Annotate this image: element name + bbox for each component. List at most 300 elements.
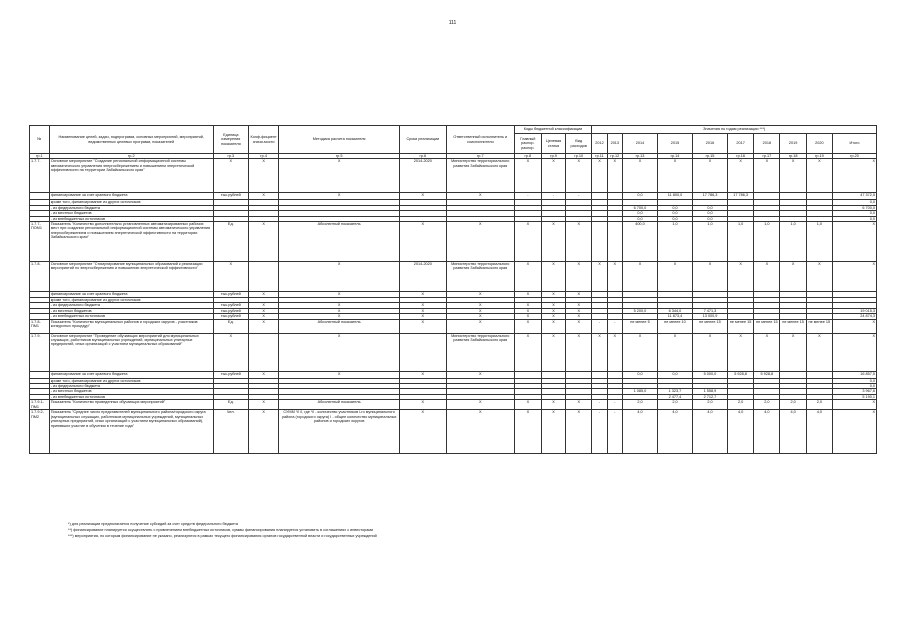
table-cell: X	[780, 159, 806, 193]
table-cell	[607, 222, 622, 262]
table-cell: Ед.	[213, 400, 248, 410]
table-cell	[248, 262, 279, 292]
table-body	[30, 154, 877, 454]
table-cell: не менее 15	[754, 319, 780, 333]
table-cell: СУММ Yi /I, где Yi - количество участников i-го муниципального района (городского округа) I - общее количество муниципальных районов и городских округов	[279, 410, 399, 454]
table-cell: 0,0	[657, 205, 692, 210]
table-cell: Основное мероприятие "Стимулирование муниципальных образований к реализации мероприятий по энергосбережению и повышению энергетической эффективности"	[49, 262, 213, 292]
table-cell: X	[566, 262, 592, 292]
footnote: ***) мероприятия, по которым финансирование не указано, реализуются в рамках текущего финансирования органов государственной власти и государственных учреждений	[68, 534, 377, 538]
footnote: *) для реализации предполагается получение субсидий за счет средств федерального бюджета	[68, 522, 238, 526]
table-cell: 2,0	[754, 400, 780, 410]
table-cell: 2 477,4	[657, 394, 692, 399]
table-cell: гр.14	[657, 154, 692, 159]
header-total: Итого	[832, 134, 876, 154]
table-cell: 1,0	[780, 222, 806, 262]
header-coef: Коэф-фициент значи-мости	[248, 126, 279, 154]
table-cell: X	[566, 410, 592, 454]
table-cell: - из федерального бюджета	[49, 384, 213, 389]
table-cell: X	[607, 333, 622, 371]
footnote: **) финансирование планируется осуществлять с привлечением внебюджетных источников, суммы финансирования планируется установить в соглашениях с инвесторами	[68, 528, 374, 532]
table-cell	[607, 371, 622, 378]
table-cell: - из местных бюджетов	[49, 211, 213, 216]
table-cell: X	[832, 410, 876, 454]
header-method: Методика расчета показателя	[279, 126, 399, 154]
table-cell: тыс.рублей	[213, 303, 248, 308]
table-cell: 16 857,5	[832, 371, 876, 378]
table-cell: -	[542, 193, 566, 200]
table-cell: X	[399, 400, 446, 410]
table-cell: X	[399, 314, 446, 319]
table-cell	[780, 193, 806, 200]
table-cell: X	[566, 159, 592, 193]
table-cell: тыс.рублей	[213, 371, 248, 378]
table-cell: 2,0	[727, 400, 753, 410]
table-cell: кроме того, финансирование из других источников:	[49, 200, 213, 205]
table-cell: X	[279, 333, 399, 371]
table-cell: 0,0	[657, 216, 692, 221]
header-values-group: Значения по годам реализации ***)	[592, 126, 877, 134]
table-cell: X	[514, 400, 541, 410]
table-cell: X	[692, 333, 727, 371]
table-cell: X	[622, 159, 657, 193]
table-cell: X	[248, 410, 279, 454]
header-admin: Главный распор. распор.	[514, 134, 541, 154]
table-cell: Министерство территориального развития Забайкальского края	[446, 159, 514, 193]
table-cell: X	[399, 371, 446, 378]
table-cell: Показатель "Количество дополнительно установленных автоматизированных рабочих мест при создании региональной информационной системы автоматического управления энергосбережением и повышением энергетической эффективности на территории Забайкальского края"	[49, 222, 213, 262]
table-cell: 1.7.7-ПОМ1	[30, 222, 50, 262]
table-cell: X	[248, 303, 279, 308]
table-cell: X	[542, 410, 566, 454]
table-cell: X	[279, 262, 399, 292]
header-num: №	[30, 126, 50, 154]
table-cell	[566, 371, 592, 378]
table-cell: - из внебюджетных источников	[49, 314, 213, 319]
table-cell: X	[754, 159, 780, 193]
table-cell: -	[607, 400, 622, 410]
header-term: Сроки реализации	[399, 126, 446, 154]
table-cell: 2,0	[692, 400, 727, 410]
table-cell: 2014-2020	[399, 262, 446, 292]
table-cell: X	[727, 262, 753, 292]
table-cell: 4,0	[754, 410, 780, 454]
table-cell: X	[446, 193, 514, 200]
table-cell: X	[542, 262, 566, 292]
table-cell: X	[542, 159, 566, 193]
table-cell: 17 786,3	[727, 193, 753, 200]
table-cell: Ед.	[213, 222, 248, 262]
table-cell: X	[399, 308, 446, 313]
table-cell: 11 873,4	[657, 314, 692, 319]
table-cell: X	[657, 333, 692, 371]
table-cell: 5 928,8	[727, 371, 753, 378]
table-cell: гр.16	[727, 154, 753, 159]
table-cell: 1.7.8-ПМ1	[30, 319, 50, 333]
table-cell: - из федерального бюджета	[49, 303, 213, 308]
table-cell: 4,0	[657, 410, 692, 454]
table-cell	[542, 371, 566, 378]
table-cell: X	[446, 410, 514, 454]
table-cell: X	[514, 292, 541, 298]
header-name: Наименование целей, задач, подпрограмм, основных мероприятий, мероприятий, ведомственных целевых программ, показателей	[49, 126, 213, 154]
table-cell: 2,0	[780, 400, 806, 410]
table-row	[30, 193, 877, 200]
table-cell: гр.12	[607, 154, 622, 159]
table-cell: X	[446, 308, 514, 313]
table-cell: X	[754, 262, 780, 292]
table-cell: X	[780, 262, 806, 292]
table-cell: 0,0	[832, 200, 876, 205]
table-cell: 1,0	[727, 222, 753, 262]
table-cell: тыс.рублей	[213, 292, 248, 298]
header-year: 2013	[607, 134, 622, 154]
table-cell: X	[542, 308, 566, 313]
table-cell: Показатель "Среднее число представителей муниципального района/городского округа (муниципальных служащих, работников муниципальных учреждений, муниципальных унитарных предприятий, иных организаций с участием муниципальных образований), принявших участие в обучении в течение года"	[49, 410, 213, 454]
table-cell: X	[399, 410, 446, 454]
table-cell: 0,0	[832, 216, 876, 221]
table-cell: X	[279, 303, 399, 308]
table-cell: X	[514, 262, 541, 292]
table-cell: X	[592, 333, 607, 371]
table-cell: X	[542, 319, 566, 333]
table-cell: X	[832, 319, 876, 333]
table-cell: 17 786,3	[692, 193, 727, 200]
table-cell: X	[832, 222, 876, 262]
table-cell: 24 874,3	[832, 314, 876, 319]
table-cell: 2,0	[657, 400, 692, 410]
table-cell: Ед.	[213, 319, 248, 333]
table-cell	[592, 371, 607, 378]
table-cell	[780, 371, 806, 378]
table-cell: X	[213, 262, 248, 292]
table-cell: не менее 15	[692, 319, 727, 333]
table-cell: 5 200,0	[622, 308, 657, 313]
table-cell: Основное мероприятие "Создание региональной информационной системы автоматического управления энергосбережением и повышением энергетической эффективности на территории Забайкальского края"	[49, 159, 213, 193]
table-cell: 0,0	[692, 211, 727, 216]
table-cell: тыс.рублей	[213, 308, 248, 313]
table-cell: не менее 10	[657, 319, 692, 333]
table-cell: 3 967,6	[832, 389, 876, 394]
table-cell: X	[248, 222, 279, 262]
table-cell: X	[279, 292, 399, 298]
table-cell: Чел.	[213, 410, 248, 454]
table-cell	[607, 193, 622, 200]
table-cell: X	[542, 400, 566, 410]
table-cell: X	[446, 303, 514, 308]
header-unit: Единица измерения показателя	[213, 126, 248, 154]
table-cell: X	[806, 159, 832, 193]
table-cell	[592, 193, 607, 200]
table-cell: Абсолютный показатель	[279, 222, 399, 262]
table-cell: X	[213, 333, 248, 371]
table-cell: кроме того, финансирование из других источников:	[49, 378, 213, 383]
table-cell: 11 800,0	[657, 193, 692, 200]
table-cell: X	[446, 319, 514, 333]
table-cell: X	[279, 308, 399, 313]
table-cell: X	[607, 159, 622, 193]
table-row	[30, 262, 877, 292]
table-cell: X	[399, 222, 446, 262]
table-cell: Министерство территориального развития Забайкальского края	[446, 262, 514, 292]
footnotes	[68, 521, 377, 539]
table-cell: X	[780, 333, 806, 371]
table-cell: Министерство территориального развития Забайкальского края	[446, 333, 514, 371]
table-cell: 0,0	[622, 211, 657, 216]
table-cell: X	[622, 333, 657, 371]
table-cell	[514, 371, 541, 378]
table-cell: X	[446, 314, 514, 319]
table-cell: тыс.рублей	[213, 193, 248, 200]
table-cell: 2,0	[806, 400, 832, 410]
table-cell: 1,0	[754, 222, 780, 262]
table-cell: не менее 15	[806, 319, 832, 333]
table-cell	[30, 371, 50, 378]
table-cell	[592, 222, 607, 262]
table-cell: Абсолютный показатель	[279, 319, 399, 333]
table-row	[30, 222, 877, 262]
table-cell: X	[542, 303, 566, 308]
table-cell: 4,0	[806, 410, 832, 454]
table-cell: X	[566, 333, 592, 371]
header-year: 2016	[692, 134, 727, 154]
table-cell: гр.13	[622, 154, 657, 159]
table-cell: X	[727, 333, 753, 371]
table-cell: X	[248, 308, 279, 313]
table-cell: X	[248, 193, 279, 200]
table-cell: X	[592, 262, 607, 292]
table-cell	[30, 193, 50, 200]
table-cell: кроме того, финансирование из других источников:	[49, 298, 213, 303]
table-cell: 5 928,8	[754, 371, 780, 378]
table-cell: X	[832, 262, 876, 292]
table-cell: гр.10	[566, 154, 592, 159]
table-cell: X	[692, 159, 727, 193]
table-cell: 7 471,3	[692, 308, 727, 313]
table-cell: финансирование за счет краевого бюджета	[49, 292, 213, 298]
table-cell: X	[727, 159, 753, 193]
header-year: 2014	[622, 134, 657, 154]
table-cell: X	[399, 193, 446, 200]
table-cell: X	[542, 333, 566, 371]
table-cell: тыс.рублей	[213, 314, 248, 319]
table-cell: X	[832, 333, 876, 371]
table-cell: X	[832, 400, 876, 410]
table-cell: 2014-2020	[399, 159, 446, 193]
table-cell: гр.4	[248, 154, 279, 159]
table-cell: X	[213, 159, 248, 193]
table-cell: 13 000,9	[692, 314, 727, 319]
table-cell: 19 015,3	[832, 308, 876, 313]
table-row	[30, 410, 877, 454]
table-cell: X	[514, 308, 541, 313]
table-cell: X	[446, 222, 514, 262]
table-cell: 6 344,0	[657, 308, 692, 313]
table-cell: гр.8	[514, 154, 541, 159]
table-cell: не менее 15	[780, 319, 806, 333]
table-cell: X	[592, 159, 607, 193]
table-cell: X	[399, 319, 446, 333]
header-year: 2020	[806, 134, 832, 154]
table-cell: 0,0	[657, 211, 692, 216]
table-cell: 5 000,0	[692, 371, 727, 378]
header-budget-group: Коды бюджетной классификации	[514, 126, 592, 134]
table-cell: X	[248, 292, 279, 298]
table-cell: 1.7.9.	[30, 333, 50, 371]
table-cell: X	[248, 159, 279, 193]
table-cell: X	[514, 303, 541, 308]
table-cell: X	[514, 319, 541, 333]
table-cell	[248, 333, 279, 371]
header-year: 2012	[592, 134, 607, 154]
table-cell: гр.6	[399, 154, 446, 159]
table-row	[30, 333, 877, 371]
table-cell: 4,0	[622, 410, 657, 454]
table-cell: 0,0	[692, 216, 727, 221]
table-cell	[754, 193, 780, 200]
table-cell: 1 323,7	[657, 389, 692, 394]
table-cell: Показатель "Количество муниципальных районов и городских округов - участников конкурсных процедур"	[49, 319, 213, 333]
table-cell: X	[514, 410, 541, 454]
table-cell	[806, 371, 832, 378]
table-cell: гр.5	[279, 154, 399, 159]
table-cell: Абсолютный показатель	[279, 400, 399, 410]
table-cell	[806, 193, 832, 200]
table-cell	[399, 333, 446, 371]
table-cell: Основное мероприятие "Проведение обучающих мероприятий для муниципальных служащих, работников муниципальных учреждений, муниципальных унитарных предприятий, иных организаций с участием муниципальных образований"	[49, 333, 213, 371]
header-responsible: Ответственный исполнитель и соисполнители	[446, 126, 514, 154]
table-row	[30, 159, 877, 193]
page-number: 111	[448, 20, 457, 26]
table-cell: 1.7.9.2-ПМ2	[30, 410, 50, 454]
header-year: 2019	[780, 134, 806, 154]
table-cell: гр.1	[30, 154, 50, 159]
table-cell: X	[514, 314, 541, 319]
table-cell: X	[279, 371, 399, 378]
table-cell: X	[399, 303, 446, 308]
table-cell: X	[806, 333, 832, 371]
table-cell: гр.15	[692, 154, 727, 159]
table-cell: гр.9	[542, 154, 566, 159]
table-cell: X	[542, 314, 566, 319]
table-cell: X	[399, 292, 446, 298]
table-cell: 4,0	[727, 410, 753, 454]
table-cell: 1,0	[806, 222, 832, 262]
table-cell: 1,0	[692, 222, 727, 262]
table-cell: X	[542, 292, 566, 298]
table-cell: - из федерального бюджета	[49, 205, 213, 210]
table-cell: X	[566, 319, 592, 333]
table-cell: гр.20	[832, 154, 876, 159]
table-cell: -	[592, 400, 607, 410]
table-cell: - из внебюджетных источников	[49, 216, 213, 221]
table-cell: 1 558,9	[692, 389, 727, 394]
table-cell: -	[607, 410, 622, 454]
table-cell: X	[514, 222, 541, 262]
table-cell: X	[446, 371, 514, 378]
table-cell: -	[514, 193, 541, 200]
table-cell: 5 190,1	[832, 394, 876, 399]
table-cell: - из местных бюджетов	[49, 308, 213, 313]
table-cell: X	[248, 400, 279, 410]
table-cell: Показатель "Количество проведенных обучающих мероприятий"	[49, 400, 213, 410]
table-cell: -	[566, 193, 592, 200]
table-cell: -	[592, 319, 607, 333]
table-cell: 2 712,7	[692, 394, 727, 399]
table-cell: гр.18	[780, 154, 806, 159]
header-exp: Вид расходов	[566, 134, 592, 154]
table-cell: X	[248, 314, 279, 319]
table-cell: 6 700,0	[832, 205, 876, 210]
header-year: 2015	[657, 134, 692, 154]
table-cell: X	[692, 262, 727, 292]
table-cell: 2,0	[622, 400, 657, 410]
table-cell: - из местных бюджетов	[49, 389, 213, 394]
table-cell: X	[566, 308, 592, 313]
table-cell: 0,0	[832, 211, 876, 216]
table-cell: гр.17	[754, 154, 780, 159]
table-cell: 4,0	[692, 410, 727, 454]
table-cell: гр.3	[213, 154, 248, 159]
table-cell: -	[592, 410, 607, 454]
table-cell: 6 700,0	[622, 205, 657, 210]
table-cell: не менее 15	[727, 319, 753, 333]
table-cell: X	[542, 222, 566, 262]
table-cell: 1.7.9.1-ПМ1	[30, 400, 50, 410]
table-row	[30, 371, 877, 378]
header-year: 2018	[754, 134, 780, 154]
table-cell: 0,0	[657, 371, 692, 378]
table-cell: X	[607, 262, 622, 292]
table-cell: X	[279, 159, 399, 193]
table-cell: 0,0	[622, 216, 657, 221]
table-cell: X	[566, 292, 592, 298]
table-cell: 0,0	[622, 193, 657, 200]
table-cell: гр.19	[806, 154, 832, 159]
table-cell: 0,0	[832, 378, 876, 383]
table-cell: не менее 5	[622, 319, 657, 333]
table-cell: X	[279, 193, 399, 200]
table-cell: X	[832, 159, 876, 193]
header-target: Целевая статья	[542, 134, 566, 154]
table-cell: гр.2	[49, 154, 213, 159]
table-cell: 0,0	[692, 205, 727, 210]
table-cell: X	[754, 333, 780, 371]
table-cell: X	[446, 292, 514, 298]
table-cell: 4,0	[780, 410, 806, 454]
table-cell: -	[607, 319, 622, 333]
table-cell: X	[514, 159, 541, 193]
table-cell: X	[657, 262, 692, 292]
table-cell: 0,0	[622, 371, 657, 378]
table-cell: 0,0	[832, 384, 876, 389]
table-cell: 1.7.8.	[30, 262, 50, 292]
table-cell: X	[566, 303, 592, 308]
table-cell: гр.7	[446, 154, 514, 159]
table-cell: 1,0	[657, 222, 692, 262]
table-cell: X	[446, 400, 514, 410]
table-cell: X	[657, 159, 692, 193]
table-cell: X	[566, 314, 592, 319]
table-cell: 400,0	[622, 222, 657, 262]
program-table	[29, 125, 877, 454]
table-cell: 47 372,5	[832, 193, 876, 200]
table-cell: финансирование за счет краевого бюджета	[49, 193, 213, 200]
table-cell: X	[622, 262, 657, 292]
table-cell: X	[248, 371, 279, 378]
table-row	[30, 319, 877, 333]
table-cell: 1 085,0	[622, 389, 657, 394]
